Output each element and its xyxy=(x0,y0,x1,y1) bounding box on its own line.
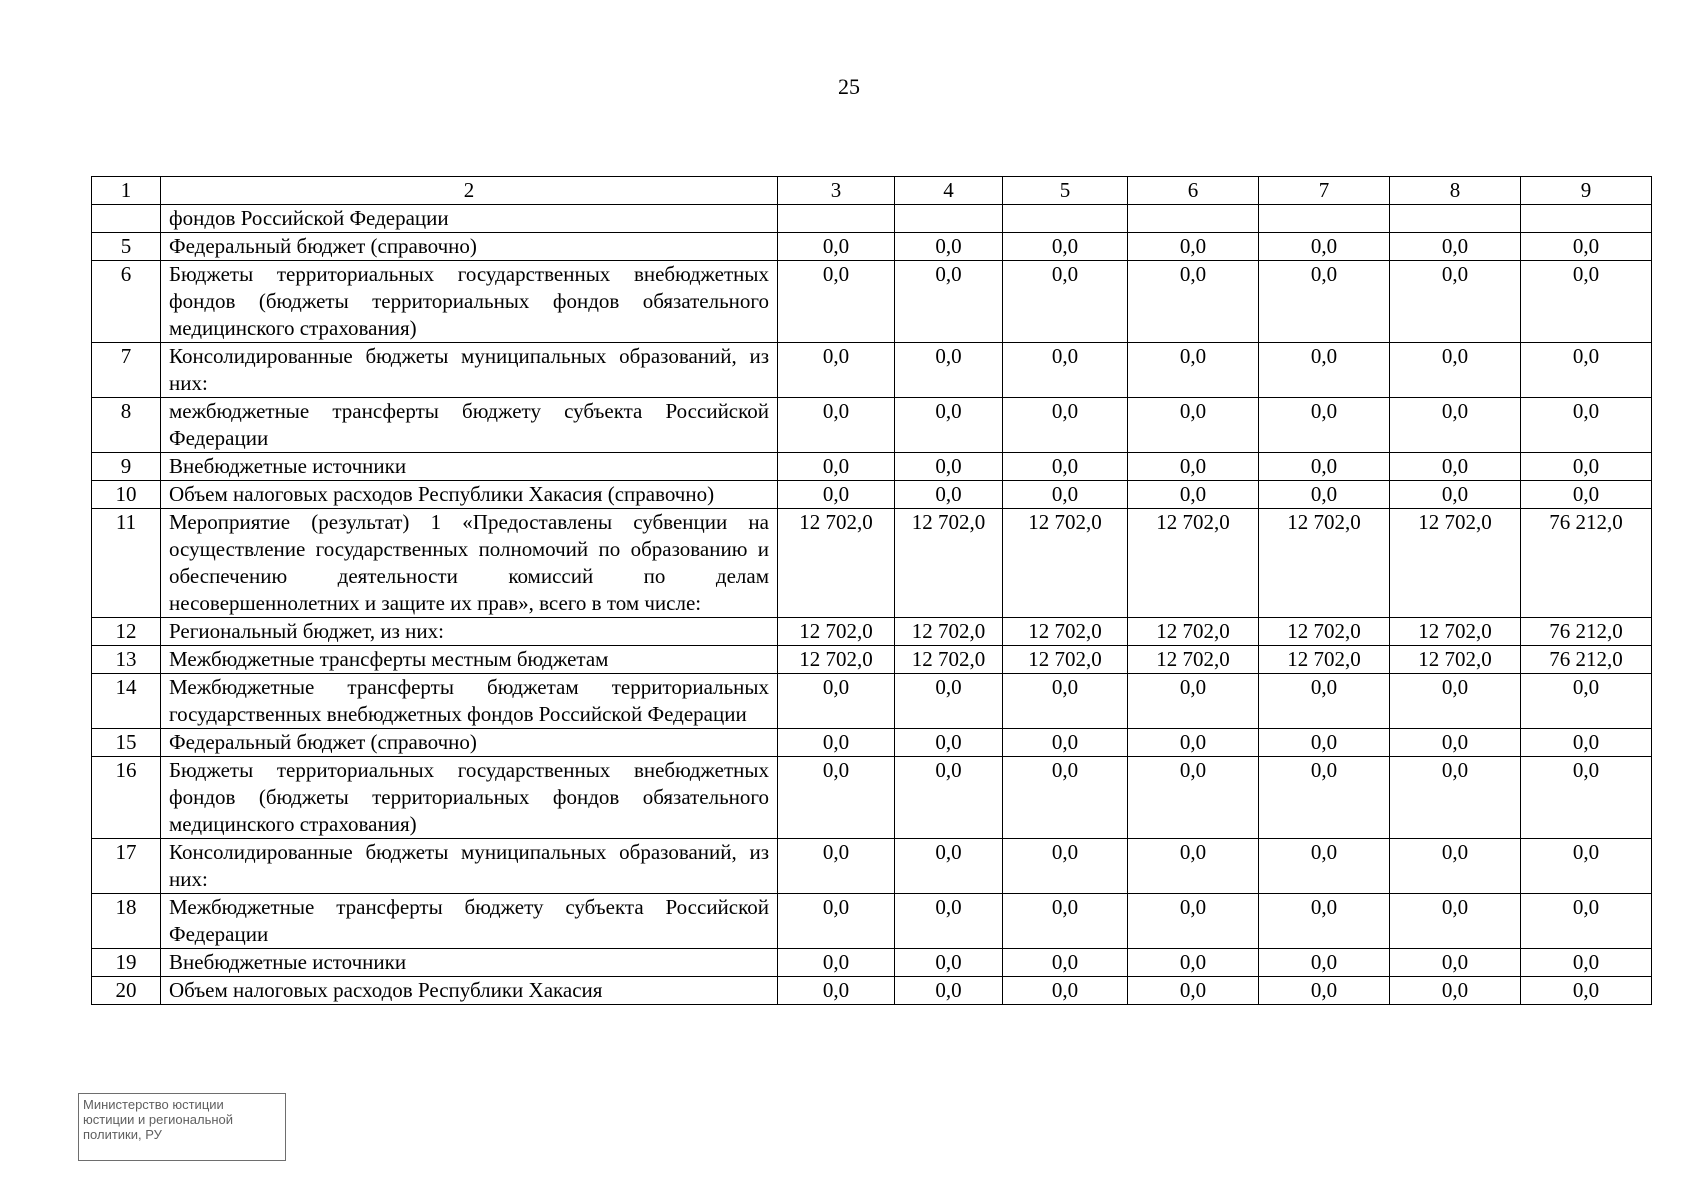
value-cell: 0,0 xyxy=(895,674,1003,729)
value-cell: 0,0 xyxy=(895,233,1003,261)
row-number-cell: 17 xyxy=(92,839,161,894)
value-cell: 0,0 xyxy=(1390,674,1521,729)
value-cell: 0,0 xyxy=(778,261,895,343)
table-row xyxy=(92,343,1652,398)
value-cell: 0,0 xyxy=(1390,343,1521,398)
table-row xyxy=(92,233,1652,261)
value-cell: 0,0 xyxy=(1390,233,1521,261)
row-name-cell: Бюджеты территориальных государственных внебюджетных фондов (бюджеты территориальных фондов обязательного медицинского страхования) xyxy=(161,757,778,839)
value-cell: 0,0 xyxy=(1390,839,1521,894)
value-cell: 0,0 xyxy=(1128,977,1259,1005)
row-name-cell: Внебюджетные источники xyxy=(161,949,778,977)
value-cell: 0,0 xyxy=(1128,894,1259,949)
value-cell: 0,0 xyxy=(1259,233,1390,261)
value-cell: 0,0 xyxy=(1390,757,1521,839)
column-header: 1 xyxy=(92,177,161,205)
value-cell: 0,0 xyxy=(778,343,895,398)
row-number-cell: 13 xyxy=(92,646,161,674)
table-row xyxy=(92,481,1652,509)
column-header: 7 xyxy=(1259,177,1390,205)
value-cell: 0,0 xyxy=(895,481,1003,509)
value-cell: 76 212,0 xyxy=(1521,646,1652,674)
value-cell: 0,0 xyxy=(895,757,1003,839)
value-cell: 0,0 xyxy=(1003,261,1128,343)
table-row xyxy=(92,453,1652,481)
table-row xyxy=(92,509,1652,618)
value-cell: 0,0 xyxy=(1259,453,1390,481)
value-cell: 0,0 xyxy=(1003,729,1128,757)
value-cell: 0,0 xyxy=(1128,949,1259,977)
row-name-cell: Объем налоговых расходов Республики Хакасия xyxy=(161,977,778,1005)
value-cell xyxy=(1128,205,1259,233)
table-row xyxy=(92,729,1652,757)
value-cell: 0,0 xyxy=(1521,343,1652,398)
value-cell: 0,0 xyxy=(1003,481,1128,509)
value-cell: 0,0 xyxy=(1128,674,1259,729)
row-name-cell: Федеральный бюджет (справочно) xyxy=(161,729,778,757)
value-cell: 0,0 xyxy=(1259,977,1390,1005)
column-header: 5 xyxy=(1003,177,1128,205)
value-cell: 0,0 xyxy=(1390,398,1521,453)
value-cell: 0,0 xyxy=(1390,729,1521,757)
table-body xyxy=(92,177,1652,1005)
column-header: 8 xyxy=(1390,177,1521,205)
row-number-cell: 14 xyxy=(92,674,161,729)
value-cell: 12 702,0 xyxy=(1128,618,1259,646)
row-number-cell: 16 xyxy=(92,757,161,839)
table-row xyxy=(92,757,1652,839)
value-cell: 0,0 xyxy=(1390,481,1521,509)
value-cell: 0,0 xyxy=(1521,839,1652,894)
value-cell: 0,0 xyxy=(778,894,895,949)
budget-table xyxy=(91,176,1652,1005)
value-cell: 0,0 xyxy=(778,233,895,261)
value-cell: 0,0 xyxy=(895,398,1003,453)
row-number-cell: 5 xyxy=(92,233,161,261)
stamp-line: политики, РУ xyxy=(83,1127,162,1142)
row-name-cell: Бюджеты территориальных государственных внебюджетных фондов (бюджеты территориальных фондов обязательного медицинского страхования) xyxy=(161,261,778,343)
value-cell: 12 702,0 xyxy=(1003,509,1128,618)
value-cell: 12 702,0 xyxy=(1259,509,1390,618)
row-name-cell: Межбюджетные трансферты местным бюджетам xyxy=(161,646,778,674)
value-cell: 76 212,0 xyxy=(1521,509,1652,618)
value-cell: 0,0 xyxy=(1390,977,1521,1005)
value-cell: 0,0 xyxy=(895,453,1003,481)
table-row xyxy=(92,977,1652,1005)
value-cell: 0,0 xyxy=(1128,398,1259,453)
row-name-cell: Объем налоговых расходов Республики Хакасия (справочно) xyxy=(161,481,778,509)
value-cell: 0,0 xyxy=(895,949,1003,977)
value-cell: 0,0 xyxy=(1003,453,1128,481)
value-cell: 12 702,0 xyxy=(778,646,895,674)
value-cell: 12 702,0 xyxy=(895,646,1003,674)
value-cell: 0,0 xyxy=(895,261,1003,343)
value-cell: 0,0 xyxy=(1521,233,1652,261)
value-cell xyxy=(1390,205,1521,233)
table-row xyxy=(92,839,1652,894)
column-header: 2 xyxy=(161,177,778,205)
value-cell: 0,0 xyxy=(1521,949,1652,977)
value-cell: 76 212,0 xyxy=(1521,618,1652,646)
row-number-cell: 8 xyxy=(92,398,161,453)
value-cell xyxy=(1259,205,1390,233)
table-header-row xyxy=(92,177,1652,205)
table-row xyxy=(92,646,1652,674)
value-cell: 12 702,0 xyxy=(1390,509,1521,618)
value-cell: 0,0 xyxy=(1003,757,1128,839)
value-cell: 12 702,0 xyxy=(778,509,895,618)
value-cell: 0,0 xyxy=(778,729,895,757)
value-cell xyxy=(778,205,895,233)
value-cell: 0,0 xyxy=(1259,839,1390,894)
value-cell: 0,0 xyxy=(1521,977,1652,1005)
column-header: 3 xyxy=(778,177,895,205)
value-cell: 0,0 xyxy=(1390,261,1521,343)
value-cell: 0,0 xyxy=(1390,453,1521,481)
value-cell: 0,0 xyxy=(1521,398,1652,453)
table-row xyxy=(92,205,1652,233)
value-cell: 0,0 xyxy=(1259,261,1390,343)
table-row xyxy=(92,894,1652,949)
value-cell: 12 702,0 xyxy=(1390,646,1521,674)
value-cell: 0,0 xyxy=(1390,949,1521,977)
row-number-cell: 19 xyxy=(92,949,161,977)
value-cell: 0,0 xyxy=(1521,729,1652,757)
value-cell: 0,0 xyxy=(1003,233,1128,261)
value-cell: 12 702,0 xyxy=(1128,646,1259,674)
row-number-cell: 18 xyxy=(92,894,161,949)
value-cell: 0,0 xyxy=(1259,729,1390,757)
value-cell xyxy=(1521,205,1652,233)
column-header: 9 xyxy=(1521,177,1652,205)
table-row xyxy=(92,261,1652,343)
value-cell: 0,0 xyxy=(1003,949,1128,977)
value-cell xyxy=(1003,205,1128,233)
value-cell: 0,0 xyxy=(1259,481,1390,509)
value-cell: 0,0 xyxy=(895,894,1003,949)
column-header: 4 xyxy=(895,177,1003,205)
value-cell: 0,0 xyxy=(895,977,1003,1005)
value-cell: 0,0 xyxy=(1003,343,1128,398)
registration-stamp xyxy=(78,1093,286,1161)
value-cell: 0,0 xyxy=(1521,757,1652,839)
value-cell: 0,0 xyxy=(1259,343,1390,398)
stamp-line: юстиции и региональной xyxy=(83,1112,234,1127)
table-row xyxy=(92,949,1652,977)
table-row xyxy=(92,618,1652,646)
row-number-cell: 11 xyxy=(92,509,161,618)
stamp-line: Министерство юстиции xyxy=(83,1097,224,1112)
row-name-cell: межбюджетные трансферты бюджету субъекта Российской Федерации xyxy=(161,398,778,453)
value-cell: 0,0 xyxy=(1003,674,1128,729)
row-name-cell: Межбюджетные трансферты бюджету субъекта Российской Федерации xyxy=(161,894,778,949)
page-number: 25 xyxy=(838,74,860,99)
value-cell: 12 702,0 xyxy=(1259,646,1390,674)
value-cell: 0,0 xyxy=(1259,398,1390,453)
value-cell: 0,0 xyxy=(1259,757,1390,839)
value-cell: 12 702,0 xyxy=(1390,618,1521,646)
value-cell: 0,0 xyxy=(1259,949,1390,977)
value-cell: 0,0 xyxy=(778,453,895,481)
row-name-cell: Федеральный бюджет (справочно) xyxy=(161,233,778,261)
value-cell: 0,0 xyxy=(895,343,1003,398)
row-number-cell: 20 xyxy=(92,977,161,1005)
value-cell: 0,0 xyxy=(1390,894,1521,949)
row-name-cell: Мероприятие (результат) 1 «Предоставлены субвенции на осуществление государственных полномочий по образованию и обеспечению деятельности комиссий по делам несовершеннолетних и защите их прав», всего в том числе: xyxy=(161,509,778,618)
table-row xyxy=(92,398,1652,453)
column-header: 6 xyxy=(1128,177,1259,205)
value-cell: 12 702,0 xyxy=(895,618,1003,646)
value-cell: 0,0 xyxy=(1128,729,1259,757)
value-cell: 0,0 xyxy=(778,674,895,729)
row-number-cell: 9 xyxy=(92,453,161,481)
value-cell: 0,0 xyxy=(1128,453,1259,481)
row-number-cell: 7 xyxy=(92,343,161,398)
row-name-cell: Консолидированные бюджеты муниципальных образований, из них: xyxy=(161,839,778,894)
value-cell: 0,0 xyxy=(1128,343,1259,398)
value-cell: 0,0 xyxy=(1003,894,1128,949)
value-cell: 0,0 xyxy=(1128,839,1259,894)
table-row xyxy=(92,674,1652,729)
value-cell: 0,0 xyxy=(1003,839,1128,894)
value-cell: 12 702,0 xyxy=(1259,618,1390,646)
value-cell: 0,0 xyxy=(1259,894,1390,949)
value-cell: 0,0 xyxy=(1128,757,1259,839)
value-cell: 0,0 xyxy=(778,757,895,839)
row-number-cell: 12 xyxy=(92,618,161,646)
value-cell: 0,0 xyxy=(1521,481,1652,509)
row-name-cell: Межбюджетные трансферты бюджетам территориальных государственных внебюджетных фондов Российской Федерации xyxy=(161,674,778,729)
value-cell: 12 702,0 xyxy=(1003,646,1128,674)
value-cell: 0,0 xyxy=(778,977,895,1005)
value-cell: 0,0 xyxy=(1521,453,1652,481)
value-cell: 0,0 xyxy=(1003,398,1128,453)
row-number-cell xyxy=(92,205,161,233)
value-cell: 0,0 xyxy=(1003,977,1128,1005)
row-number-cell: 6 xyxy=(92,261,161,343)
row-number-cell: 15 xyxy=(92,729,161,757)
value-cell: 0,0 xyxy=(895,839,1003,894)
value-cell: 0,0 xyxy=(778,839,895,894)
value-cell: 0,0 xyxy=(1521,261,1652,343)
row-name-cell: Консолидированные бюджеты муниципальных образований, из них: xyxy=(161,343,778,398)
row-name-cell: Внебюджетные источники xyxy=(161,453,778,481)
value-cell: 0,0 xyxy=(778,481,895,509)
row-name-cell: Региональный бюджет, из них: xyxy=(161,618,778,646)
value-cell: 12 702,0 xyxy=(895,509,1003,618)
value-cell: 0,0 xyxy=(895,729,1003,757)
value-cell: 0,0 xyxy=(1521,894,1652,949)
value-cell: 0,0 xyxy=(778,398,895,453)
value-cell: 0,0 xyxy=(1128,481,1259,509)
value-cell: 0,0 xyxy=(1259,674,1390,729)
value-cell: 12 702,0 xyxy=(778,618,895,646)
value-cell: 0,0 xyxy=(778,949,895,977)
value-cell: 0,0 xyxy=(1128,233,1259,261)
value-cell: 0,0 xyxy=(1521,674,1652,729)
value-cell xyxy=(895,205,1003,233)
value-cell: 12 702,0 xyxy=(1003,618,1128,646)
value-cell: 12 702,0 xyxy=(1128,509,1259,618)
value-cell: 0,0 xyxy=(1128,261,1259,343)
row-name-cell: фондов Российской Федерации xyxy=(161,205,778,233)
row-number-cell: 10 xyxy=(92,481,161,509)
